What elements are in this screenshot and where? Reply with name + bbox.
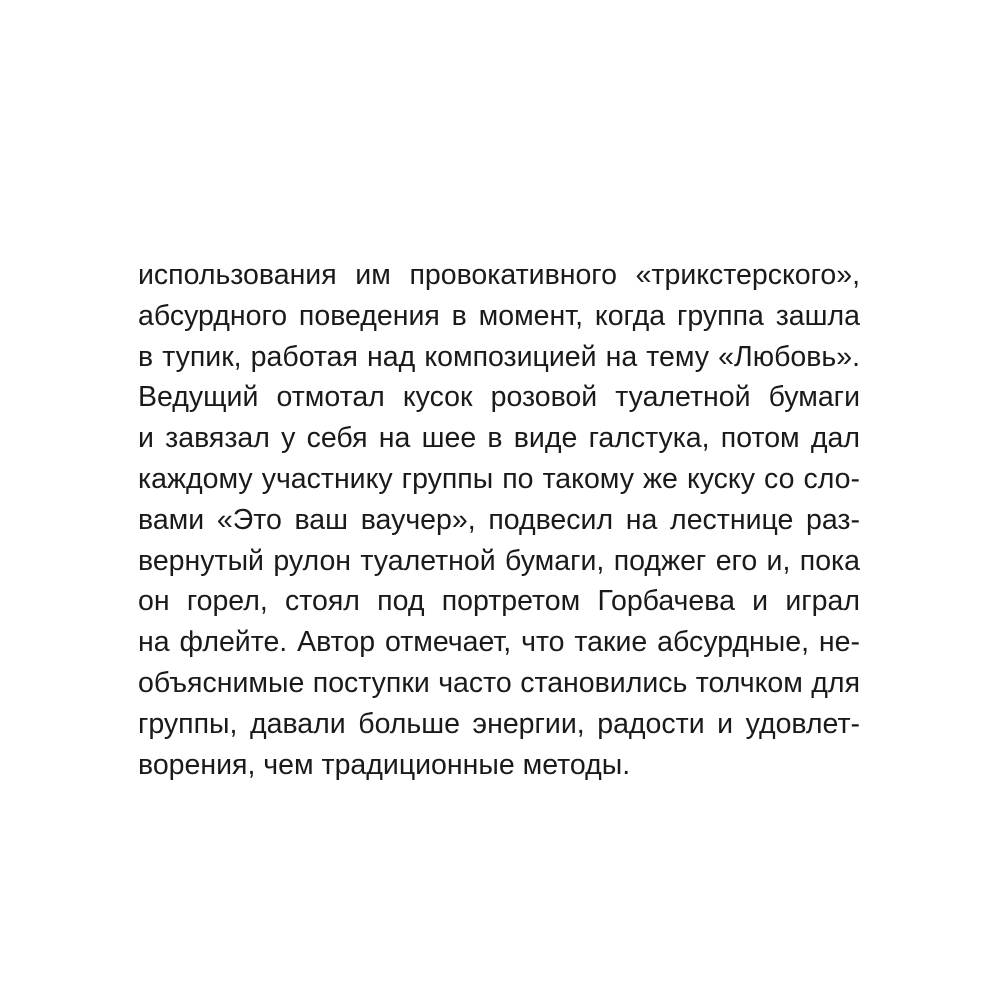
text-line-11: объяснимые поступки часто становились толчком для: [138, 666, 860, 699]
text-line-12: группы, давали больше энергии, радости и удовлет-: [138, 707, 860, 740]
text-line-8: вернутый рулон туалетной бумаги, поджег его и, пока: [138, 544, 860, 577]
body-paragraph: [138, 255, 860, 785]
text-line-7: вами «Это ваш ваучер», подвесил на лестнице раз-: [138, 503, 860, 536]
text-line-9: он горел, стоял под портретом Горбачева и играл: [138, 585, 860, 618]
text-line-13: ворения, чем традиционные методы.: [138, 748, 631, 781]
text-line-4: Ведущий отмотал кусок розовой туалетной бумаги: [138, 381, 860, 414]
text-line-10: на флейте. Автор отмечает, что такие абсурдные, не-: [138, 626, 860, 659]
text-line-5: и завязал у себя на шее в виде галстука, потом дал: [138, 422, 860, 455]
text-line-3: в тупик, работая над композицией на тему «Любовь».: [138, 340, 860, 373]
text-line-2: абсурдного поведения в момент, когда группа зашла: [138, 299, 860, 332]
text-line-6: каждому участнику группы по такому же куску со сло-: [138, 462, 860, 495]
text-line-1: использования им провокативного «трикстерского»,: [138, 259, 860, 291]
